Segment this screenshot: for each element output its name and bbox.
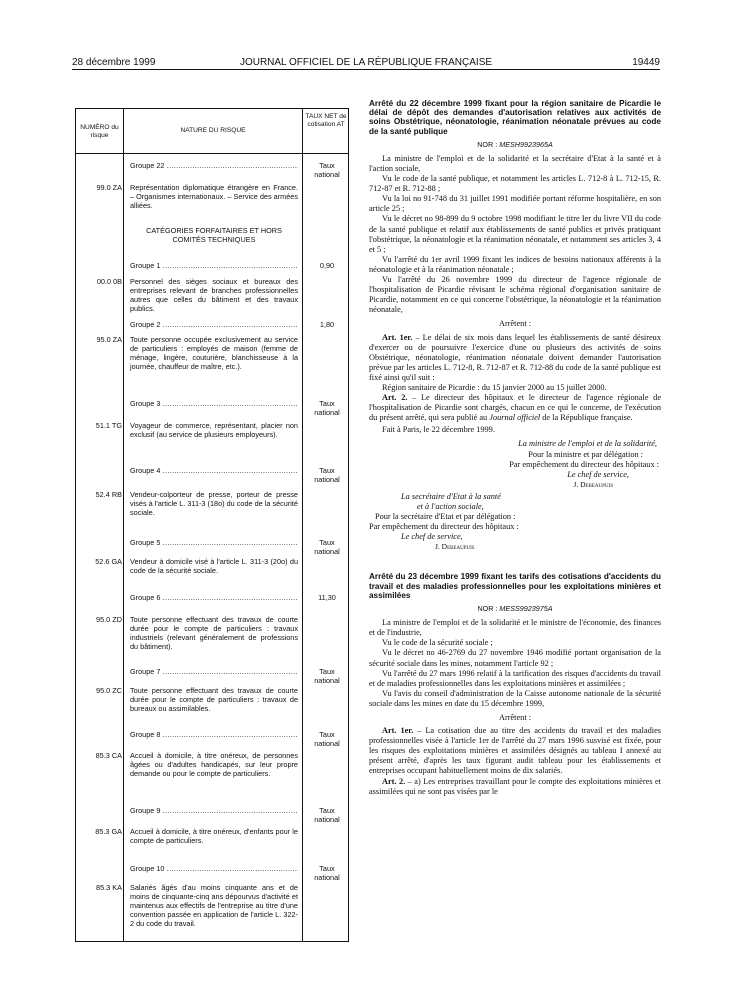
risk-description: Représentation diplomatique étrangère en France. – Organismes internationaux. – Service des armées alliées. xyxy=(130,183,298,210)
group-label: Groupe 5 ..... xyxy=(130,538,298,547)
article1-art1-region: Région sanitaire de Picardie : du 15 janvier 2000 au 15 juillet 2000. xyxy=(382,382,607,392)
art-text: – Le directeur des hôpitaux et le directeur de l'agence régionale de l'hospitalisation de Picardie sont chargés, chacun en ce qui le concerne, de l'exécution du présent arrêté, qui sera publié au xyxy=(369,393,661,423)
col-header-numero: NUMÉRO du risque xyxy=(80,124,119,139)
article-separator xyxy=(369,552,661,572)
group-label: Groupe 1 ..... xyxy=(130,261,298,270)
art-text: – a) Les entreprises travaillant pour le compte des exploitations minières et assimilées qui ne sont pas visées par le xyxy=(369,776,661,796)
risk-description: Vendeur à domicile visé à l'article L. 311-3 (20o) du code de la sécurité sociale. xyxy=(130,557,298,575)
article1-nor xyxy=(369,140,661,150)
risk-description: Toute personne effectuant des travaux de courte durée pour le compte de particuliers : travaux industriels (relevant généralement de professions du bâtiment). xyxy=(130,615,298,651)
article1-visas xyxy=(369,154,661,316)
right-column xyxy=(369,99,661,797)
risk-description: Personnel des sièges sociaux et bureaux des entreprises relevant de branches professionnelles autres que celles du bâtiment et des travaux publics. xyxy=(130,277,298,313)
visa-paragraph: Vu le code de la santé publique, et notamment les articles L. 712-8 à L. 712-15, R. 712-87 et R. 712-88 ; xyxy=(369,174,661,194)
visa-paragraph: Vu l'arrêté du 26 novembre 1999 du directeur de l'agence régionale de l'hospitalisation de Picardie révisant le schéma régional d'organisation sanitaire de Picardie, notamment en ce qui concerne l'obstétrique, la néonatologie et la réanimation néonatale, xyxy=(369,275,661,315)
risk-description: Accueil à domicile, à titre onéreux, de personnes âgées ou d'adultes handicapés, sur leur propre demande ou pour le compte de particuliers. xyxy=(130,751,298,778)
header-title: JOURNAL OFFICIEL DE LA RÉPUBLIQUE FRANÇAISE xyxy=(239,57,493,68)
risk-description: Toute personne effectuant des travaux de courte durée pour le compte de particuliers : travaux de bureaux ou assimilables. xyxy=(130,686,298,713)
rate-value: Taux national xyxy=(314,538,340,556)
header-rule xyxy=(72,69,660,70)
rate-value: 1,80 xyxy=(319,320,335,329)
rate-value: Taux national xyxy=(314,864,340,882)
sig2-line: Pour la secrétaire d'Etat et par délégation : xyxy=(375,512,516,522)
signature-block-2 xyxy=(369,492,661,553)
visa-paragraph: Vu l'avis du conseil d'administration de la Caisse autonome nationale de la sécurité sociale dans les mines en date du 15 décembre 1999, xyxy=(369,688,661,708)
article1-title: Arrêté du 22 décembre 1999 fixant pour la région sanitaire de Picardie le délai de dépôt des demandes d'autorisation relatives aux activités de soins Obstétrique, néonatologie, réanimation néonatale prévues au code de la santé publique xyxy=(369,99,661,136)
table-header xyxy=(76,109,348,154)
risk-code: 95.0 ZD xyxy=(96,615,122,624)
group-label: Groupe 10 ..... xyxy=(130,864,298,873)
journal-officiel-ref: Journal officiel xyxy=(489,413,541,423)
risk-description: CATÉGORIES FORFAITAIRES ET HORS COMITÉS TECHNIQUES xyxy=(146,226,282,244)
nor-label: NOR : xyxy=(477,139,500,149)
art-text: – Le délai de six mois dans lequel les établissements de santé désireux d'exercer ou de poursuivre l'exercice d'une ou plusieurs des activités de soins Obstétrique, néonatologie, réanimation néonatale doivent demander l'autorisation prévue par les articles L. 712-8, R. 712-87 et R. 712-88 du code de la santé publique est fixé ainsi qu'il suit : xyxy=(369,332,661,382)
risk-code: 52.4 RB xyxy=(95,490,122,499)
signature-block-1 xyxy=(369,439,661,489)
sig2-line: Le chef de service, xyxy=(401,532,463,542)
sig1-name: J. Debeaupuis xyxy=(573,479,613,489)
visa-paragraph: Vu le code de la sécurité sociale ; xyxy=(382,638,493,648)
risk-code: 85.3 KA xyxy=(96,883,122,892)
sig1-role: La ministre de l'emploi et de la solidarité, xyxy=(518,439,657,449)
visa-paragraph: La ministre de l'emploi et de la solidarité et le ministre de l'économie, des finances et de l'industrie, xyxy=(369,618,661,638)
article1-arretent: Arrêtent : xyxy=(498,319,532,329)
visa-paragraph: Vu le décret no 46-2769 du 27 novembre 1946 modifié portant organisation de la sécurité sociale dans les mines, notamment l'article 92 ; xyxy=(369,648,661,668)
group-label: Groupe 3 ..... xyxy=(130,399,298,408)
article1-fait: Fait à Paris, le 22 décembre 1999. xyxy=(382,425,495,435)
article2-visas xyxy=(369,618,661,709)
col-header-taux: TAUX NET de cotisation AT xyxy=(305,113,347,128)
group-label: Groupe 4 ..... xyxy=(130,466,298,475)
group-label: Groupe 9 ..... xyxy=(130,806,298,815)
article2-title: Arrêté du 23 décembre 1999 fixant les tarifs des cotisations d'accidents du travail et des maladies professionnelles pour les exploitations minières et assimilées xyxy=(369,572,661,600)
visa-paragraph: Vu l'arrêté du 27 mars 1996 relatif à la tarification des risques d'accidents du travail et de maladies professionnelles dans les exploitations minières et assimilées ; xyxy=(369,668,661,688)
risk-code: 52.6 GA xyxy=(95,557,122,566)
nor-label: NOR : xyxy=(477,604,500,614)
visa-paragraph: La ministre de l'emploi et de la solidarité et la secrétaire d'Etat à la santé et à l'action sociale, xyxy=(369,153,661,173)
visa-paragraph: Vu l'arrêté du 1er avril 1999 fixant les indices de besoins nationaux afférents à la néonatologie et à la réanimation néonatale ; xyxy=(369,254,661,274)
sig1-line: Pour la ministre et par délégation : xyxy=(528,449,643,459)
art-text-end: de la République française. xyxy=(540,413,633,423)
sig2-role: et à l'action sociale, xyxy=(417,502,484,511)
risk-description: Salariés âgés d'au moins cinquante ans et de moins de cinquante-cinq ans dépourvus d'activité et maintenus aux effectifs de l'entreprise au titre d'une convention passée en application de l'article L. 322-2 du code du travail. xyxy=(130,883,298,928)
nor-code: MESS9923975A xyxy=(499,604,553,614)
sig2-line: Par empêchement du directeur des hôpitaux : xyxy=(369,522,519,532)
header-page-number: 19449 xyxy=(632,57,660,68)
art-label: Art. 1er. xyxy=(382,332,413,342)
art-label: Art. 1er. xyxy=(382,726,414,736)
sig2-name: J. Debeaupuis xyxy=(435,542,475,552)
risk-table xyxy=(75,108,349,942)
rate-value: Taux national xyxy=(314,161,340,179)
group-label: Groupe 2 ..... xyxy=(130,320,298,329)
rate-value: 0,90 xyxy=(319,261,335,270)
risk-description: Voyageur de commerce, représentant, placier non exclusif (au service de plusieurs employeurs). xyxy=(130,421,298,439)
risk-code: 85.3 CA xyxy=(95,751,122,760)
group-label: Groupe 8 ..... xyxy=(130,730,298,739)
sig2-role: La secrétaire d'Etat à la santé xyxy=(401,491,501,501)
risk-code: 85.3 GA xyxy=(95,827,122,836)
risk-code: 95.0 ZA xyxy=(96,335,122,344)
article2-art1 xyxy=(369,726,661,776)
sig1-line: Par empêchement du directeur des hôpitaux : xyxy=(509,459,659,469)
rate-value: Taux national xyxy=(314,806,340,824)
col-header-nature: NATURE DU RISQUE xyxy=(180,127,246,134)
risk-description: Accueil à domicile, à titre onéreux, d'enfants pour le compte de particuliers. xyxy=(130,827,298,845)
art-text: – La cotisation due au titre des accidents du travail et des maladies professionnelles visée à l'article 1er de l'arrêté du 27 mars 1996 susvisé est fixée, pour les risques des exploitations minières et assimilées désignés au tableau I annexé au présent arrêté, d'après les taux figurant audit tableau pour les établissements et entreprises occupant habituellement moins de dix salariés. xyxy=(369,726,661,776)
visa-paragraph: Vu la loi no 91-748 du 31 juillet 1991 modifiée portant réforme hospitalière, en son article 25 ; xyxy=(369,194,661,214)
article2-art2 xyxy=(369,777,661,797)
article1-art1 xyxy=(369,333,661,383)
table-column-divider xyxy=(302,109,303,941)
risk-code: 51.1 TG xyxy=(95,421,122,430)
art-label: Art. 2. xyxy=(382,776,406,786)
rate-value: Taux national xyxy=(314,730,340,748)
rate-value: 11,30 xyxy=(318,593,336,602)
article1-art2 xyxy=(369,393,661,423)
art-label: Art. 2. xyxy=(382,393,408,403)
visa-paragraph: Vu le décret no 98-899 du 9 octobre 1998 modifiant le titre Ier du livre VII du code de la santé publique et relatif aux établissements de santé publics et privés pratiquant l'obstétrique, la néonatologie et la réanimation néonatale, et notamment ses articles 3, 4 et 5 ; xyxy=(369,214,661,254)
risk-code: 99.0 ZA xyxy=(96,183,122,192)
group-label: Groupe 22 ..... xyxy=(130,161,298,170)
table-column-divider xyxy=(123,109,124,941)
group-label: Groupe 7 ..... xyxy=(130,667,298,676)
risk-code: 95.0 ZC xyxy=(96,686,122,695)
rate-value: Taux national xyxy=(314,667,340,685)
group-label: Groupe 6 ..... xyxy=(130,593,298,602)
header-date: 28 décembre 1999 xyxy=(72,57,156,68)
risk-code: 00.0 0B xyxy=(96,277,122,286)
sig1-line: Le chef de service, xyxy=(567,469,629,479)
rate-value: Taux national xyxy=(314,466,340,484)
article2-arretent: Arrêtent : xyxy=(498,713,532,723)
risk-description: Toute personne occupée exclusivement au service de particuliers : employés de maison (femme de ménage, lingère, couturière, blanchisseuse à la journée, chauffeur de maître, etc.). xyxy=(130,335,298,371)
article2-nor xyxy=(369,604,661,614)
rate-value: Taux national xyxy=(314,399,340,417)
nor-code: MESH9923965A xyxy=(499,139,553,149)
risk-description: Vendeur-colporteur de presse, porteur de presse visés à l'article L. 311-3 (18o) du code de la sécurité sociale. xyxy=(130,490,298,517)
